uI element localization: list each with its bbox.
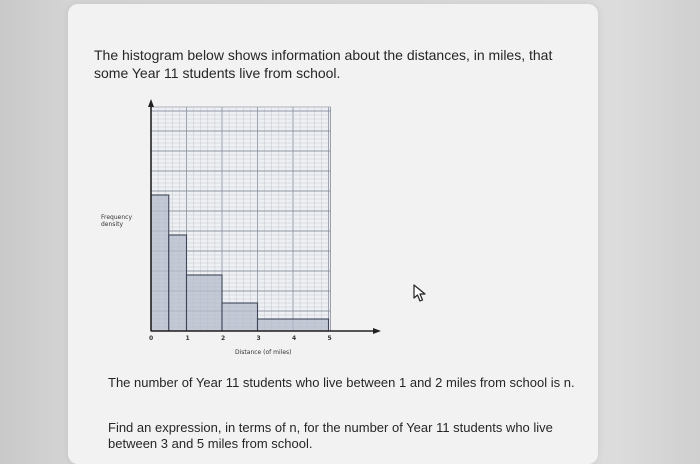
pointer-cursor-icon	[410, 283, 430, 303]
histogram-bar	[169, 235, 187, 331]
histogram-bar	[222, 303, 258, 331]
x-tick-label: 0	[149, 335, 154, 342]
x-tick-label: 3	[256, 335, 261, 342]
x-axis-label: Distance (of miles)	[235, 349, 292, 356]
histogram-bar	[258, 319, 329, 331]
x-tick-label: 2	[221, 335, 226, 342]
x-tick-label: 5	[327, 335, 332, 342]
x-tick-label: 4	[292, 335, 297, 342]
x-axis-arrow	[373, 328, 381, 334]
x-ticks	[149, 335, 332, 342]
histogram-bar	[151, 195, 169, 331]
y-axis-label: Frequency density	[101, 214, 132, 228]
x-tick-label: 1	[185, 335, 190, 342]
question-part-1: The number of Year 11 students who live between 1 and 2 miles from school is n.	[108, 375, 575, 390]
question-intro: The histogram below shows information about the distances, in miles, that some Year 11 students live from school.	[94, 47, 553, 81]
histogram	[95, 95, 395, 365]
histogram-bar	[187, 275, 223, 331]
y-axis-arrow	[148, 99, 154, 107]
question-part-2: Find an expression, in terms of n, for the number of Year 11 students who live between 3 and 5 miles from school.	[108, 420, 553, 451]
